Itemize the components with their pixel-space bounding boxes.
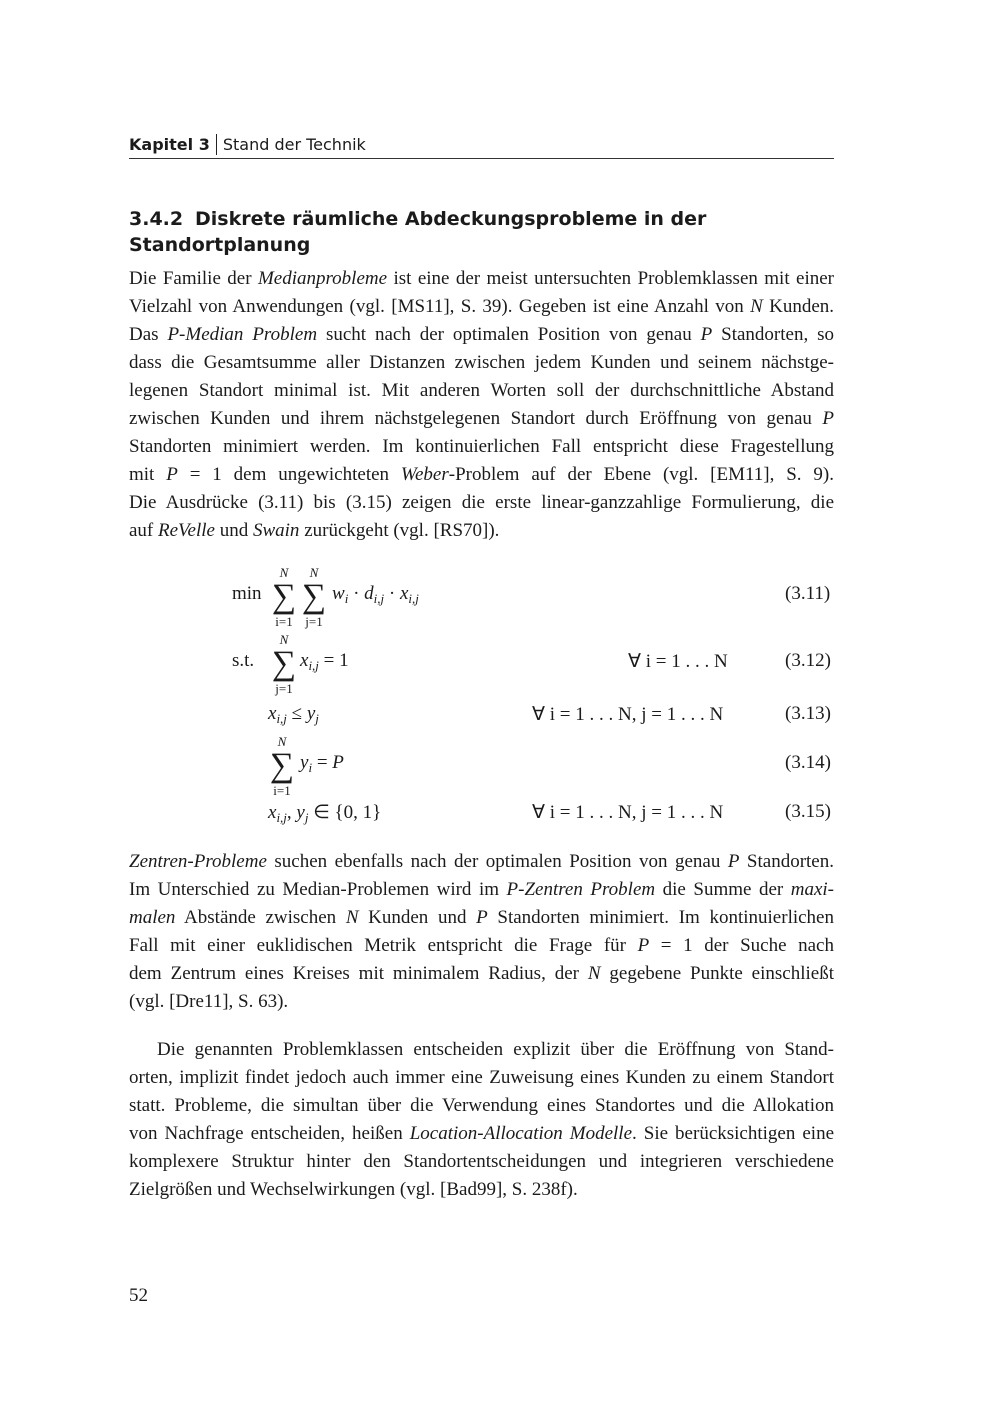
text-span: P [700, 324, 713, 345]
text-line [129, 988, 834, 1016]
text-span: Zielgrößen und Wechselwirkungen (vgl. [Bad99], S. 238f). [129, 1179, 578, 1200]
text-span: N [345, 907, 359, 928]
text-span: auf [129, 520, 159, 541]
text-span: P [476, 907, 488, 928]
text-span: Medianprobleme [257, 268, 388, 289]
text-span: gegebene Punkte einschließt [600, 963, 834, 984]
header-chapter: Kapitel 3 [129, 135, 210, 154]
text-span: Im Unterschied zu Median-Problemen wird im [129, 879, 507, 900]
running-header [129, 134, 834, 158]
text-line [129, 1036, 834, 1064]
text-span: Die Ausdrücke (3.11) bis (3.15) zeigen die erste linear-ganzzahlige Formulierung, die [129, 492, 834, 513]
text-span: suchen ebenfalls nach der optimalen Position von genau [266, 851, 728, 872]
header-separator [216, 134, 217, 155]
text-span: zwischen Kunden und ihrem nächstgelegenen Standort durch Eröffnung von genau [129, 408, 823, 429]
text-line [129, 433, 834, 461]
text-span: dem Zentrum eines Kreises mit minimalem Radius, der [129, 963, 588, 984]
text-span: komplexere Struktur hinter den Standortentscheidungen und integrieren verschiedene [129, 1151, 834, 1172]
text-span: P-Median Problem [167, 324, 318, 345]
header-title: Stand der Technik [222, 135, 366, 154]
text-span: = 1 der Suche nach [649, 935, 834, 956]
st-label: s.t. [232, 650, 255, 671]
text-span: maxi- [790, 879, 834, 900]
text-span: statt. Probleme, die simultan über die Verwendung eines Standortes und die Allokation [129, 1095, 834, 1116]
section-heading [129, 206, 849, 258]
equation-number-3-11: (3.11) [785, 583, 831, 604]
text-span: Location-Allocation Modelle [409, 1123, 633, 1144]
text-span: die Summe der [655, 879, 791, 900]
equation-number-3-15: (3.15) [785, 801, 831, 822]
text-span: . Sie berücksichtigen eine [632, 1123, 834, 1144]
text-line [129, 1092, 834, 1120]
text-line [129, 1120, 834, 1148]
text-span: Vielzahl von Anwendungen (vgl. [MS11], S. 39). Gegeben ist eine Anzahl von [129, 296, 751, 317]
text-span: sucht nach der optimalen Position von genau [317, 324, 701, 345]
text-span: Weber [400, 464, 449, 485]
text-span: Standorten minimiert. Im kontinuierlichen [487, 907, 834, 928]
text-span: Swain [252, 520, 300, 541]
text-span: P [822, 408, 834, 429]
text-line [129, 405, 834, 433]
text-line [129, 848, 834, 876]
text-span: Fall mit einer euklidischen Metrik entspricht die Frage für [129, 935, 638, 956]
sum-j-constraint: N ∑ j=1 [271, 632, 297, 696]
objective-expression: $w_i \cdot d_{i,j} \cdot x_{i,j}$ [332, 583, 419, 606]
condition-3-13: ∀ i = 1 . . . N, j = 1 . . . N [532, 704, 724, 725]
text-span: ist eine der meist untersuchten Problemklassen mit einer [387, 268, 834, 289]
text-span: von Nachfrage entscheiden, heißen [129, 1123, 410, 1144]
text-span: Standorten. [739, 851, 834, 872]
sum-i-facilities: N ∑ i=1 [269, 734, 295, 798]
text-span: N [587, 963, 601, 984]
text-line [129, 321, 834, 349]
text-span: Die genannten Problemklassen entscheiden explizit über die Eröffnung von Stand- [157, 1039, 834, 1060]
text-span: P [166, 464, 178, 485]
text-span: orten, implizit findet jedoch auch immer eine Zuweisung eines Kunden zu einem Standort [129, 1067, 834, 1088]
equation-3-13: $x_{i,j} \le y_j$ [268, 703, 319, 726]
text-line [129, 293, 834, 321]
sum-i: N ∑ i=1 [271, 565, 297, 629]
text-line [129, 517, 834, 545]
condition-3-15: ∀ i = 1 . . . N, j = 1 . . . N [532, 802, 724, 823]
text-line [129, 377, 834, 405]
section-title: Diskrete räumliche Abdeckungsprobleme in der Standortplanung [129, 208, 707, 256]
equation-number-3-12: (3.12) [785, 650, 831, 671]
text-span: (vgl. [Dre11], S. 63). [129, 991, 289, 1012]
text-line [129, 904, 834, 932]
text-line [129, 489, 834, 517]
text-span: Kunden. [762, 296, 835, 317]
text-span: P-Zentren Problem [506, 879, 656, 900]
text-line [129, 1176, 834, 1204]
text-span: Zentren-Probleme [129, 851, 267, 872]
text-span: Standorten, so [712, 324, 834, 345]
text-span: zurückgeht (vgl. [RS70]). [299, 520, 500, 541]
text-line [129, 876, 834, 904]
text-span: malen [129, 907, 176, 928]
text-span: P [637, 935, 650, 956]
text-span: dass die Gesamtsumme aller Distanzen zwischen jedem Kunden und seinem nächstge- [129, 352, 834, 373]
text-span: Die Familie der [129, 268, 258, 289]
text-line [129, 1148, 834, 1176]
text-span: ReVelle [158, 520, 215, 541]
header-rule [129, 158, 834, 159]
page-number: 52 [129, 1285, 148, 1306]
text-span: -Problem auf der Ebene (vgl. [EM11], S. 9). [448, 464, 835, 485]
text-span: mit [129, 464, 167, 485]
text-line [129, 932, 834, 960]
text-span: P [727, 851, 740, 872]
paragraph-median-problems [129, 265, 834, 545]
text-span: und [214, 520, 253, 541]
text-line [129, 349, 834, 377]
paragraph-location-allocation [129, 1036, 834, 1204]
text-line [129, 461, 834, 489]
equation-3-15: $x_{i,j}$, $y_j$ ∈ {0, 1} [268, 802, 382, 825]
text-line [129, 1064, 834, 1092]
text-span: N [750, 296, 763, 317]
sum-j: N ∑ j=1 [301, 565, 327, 629]
text-span: Abstände zwischen [175, 907, 346, 928]
equation-number-3-13: (3.13) [785, 703, 831, 724]
text-line [129, 265, 834, 293]
text-span: Standorten minimiert werden. Im kontinuierlichen Fall entspricht diese Fragestellung [129, 436, 834, 457]
text-span: = 1 dem ungewichteten [177, 464, 401, 485]
paragraph-center-problems [129, 848, 834, 1016]
text-line [129, 960, 834, 988]
text-span: Kunden und [358, 907, 477, 928]
facility-count-constraint: $y_i = P$ [300, 752, 344, 775]
text-span: Das [129, 324, 168, 345]
condition-3-12: ∀ i = 1 . . . N [628, 651, 728, 672]
text-span: legenen Standort minimal ist. Mit anderen Worten soll der durchschnittliche Abstand [129, 380, 834, 401]
section-number: 3.4.2 [129, 208, 184, 230]
min-label: min [232, 583, 262, 604]
equation-number-3-14: (3.14) [785, 752, 831, 773]
assignment-constraint: $x_{i,j} = 1$ [300, 650, 349, 673]
